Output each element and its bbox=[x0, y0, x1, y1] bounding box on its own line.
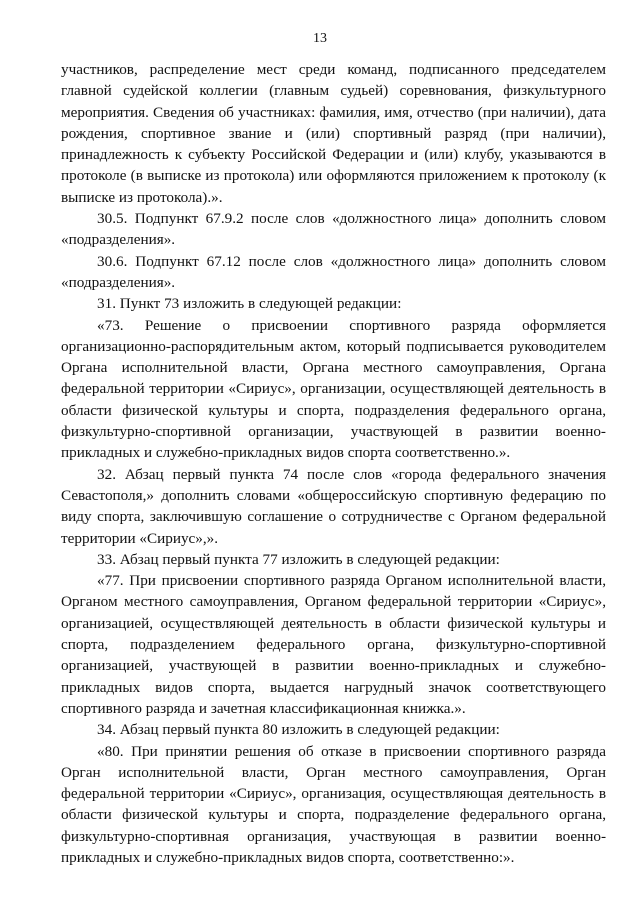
paragraph-77-quote: «77. При присвоении спортивного разряда Органом исполнительной власти, Органом местного самоуправления, Органом федеральной территории «Сириус», организацией, осуществляющей деятельность в области физической культуры и спорта, подразделением федерального органа, физкультурно-спортивной организацией, участвующей в развитии военно-прикладных и служебно-прикладных видов спорта, выдается нагрудный значок соответствующего спортивного разряда и зачетная классификационная книжка.». bbox=[61, 572, 606, 717]
paragraph-30-6: 30.6. Подпункт 67.12 после слов «должностного лица» дополнить словом «подразделения». bbox=[61, 252, 606, 291]
paragraph-31: 31. Пункт 73 изложить в следующей редакции: bbox=[97, 295, 402, 313]
paragraph-80-quote: «80. При принятии решения об отказе в присвоении спортивного разряда Орган исполнительной власти, Орган местного самоуправления, Орган федеральной территории «Сириус», организация, осуществляющая деятельность в области физической культуры и спорта, подразделение федерального органа, физкультурно-спортивная организация, участвующая в развитии военно-прикладных и служебно-прикладных видов спорта, соответственно:». bbox=[61, 742, 606, 866]
paragraph-32: 32. Абзац первый пункта 74 после слов «города федерального значения Севастополя,» дополнить словами «общероссийскую спортивную федерацию по виду спорта, заключившую соглашение о сотрудничестве с Органом федеральной территории «Сириус»,». bbox=[61, 465, 606, 547]
document-body bbox=[61, 59, 606, 868]
paragraph-73-quote: «73. Решение о присвоении спортивного разряда оформляется организационно-распорядительным актом, который подписывается руководителем Органа исполнительной власти, Органа местного самоуправления, Органа федеральной территории «Сириус», организации, осуществляющей деятельность в области физической культуры и спорта, подразделения федерального органа, физкультурно-спортивной организации, участвующей в развитии военно-прикладных и служебно-прикладных видов спорта соответственно.». bbox=[61, 316, 606, 462]
page-number: 13 bbox=[313, 31, 327, 46]
paragraph-continuation: участников, распределение мест среди команд, подписанного председателем главной судейской коллегии (главным судьей) соревнования, физкультурного мероприятия. Сведения об участниках: фамилия, имя, отчество (при наличии), дата рождения, спортивное звание и (или) спортивный разряд (при наличии), принадлежность к субъекту Российской Федерации и (или) клубу, указываются в протоколе (в выписке из протокола) или оформляются приложением к протоколу (к выписке из протокола).». bbox=[61, 61, 606, 206]
paragraph-30-5: 30.5. Подпункт 67.9.2 после слов «должностного лица» дополнить словом «подразделения». bbox=[61, 210, 606, 249]
paragraph-33: 33. Абзац первый пункта 77 изложить в следующей редакции: bbox=[97, 550, 500, 568]
paragraph-34: 34. Абзац первый пункта 80 изложить в следующей редакции: bbox=[97, 721, 500, 739]
